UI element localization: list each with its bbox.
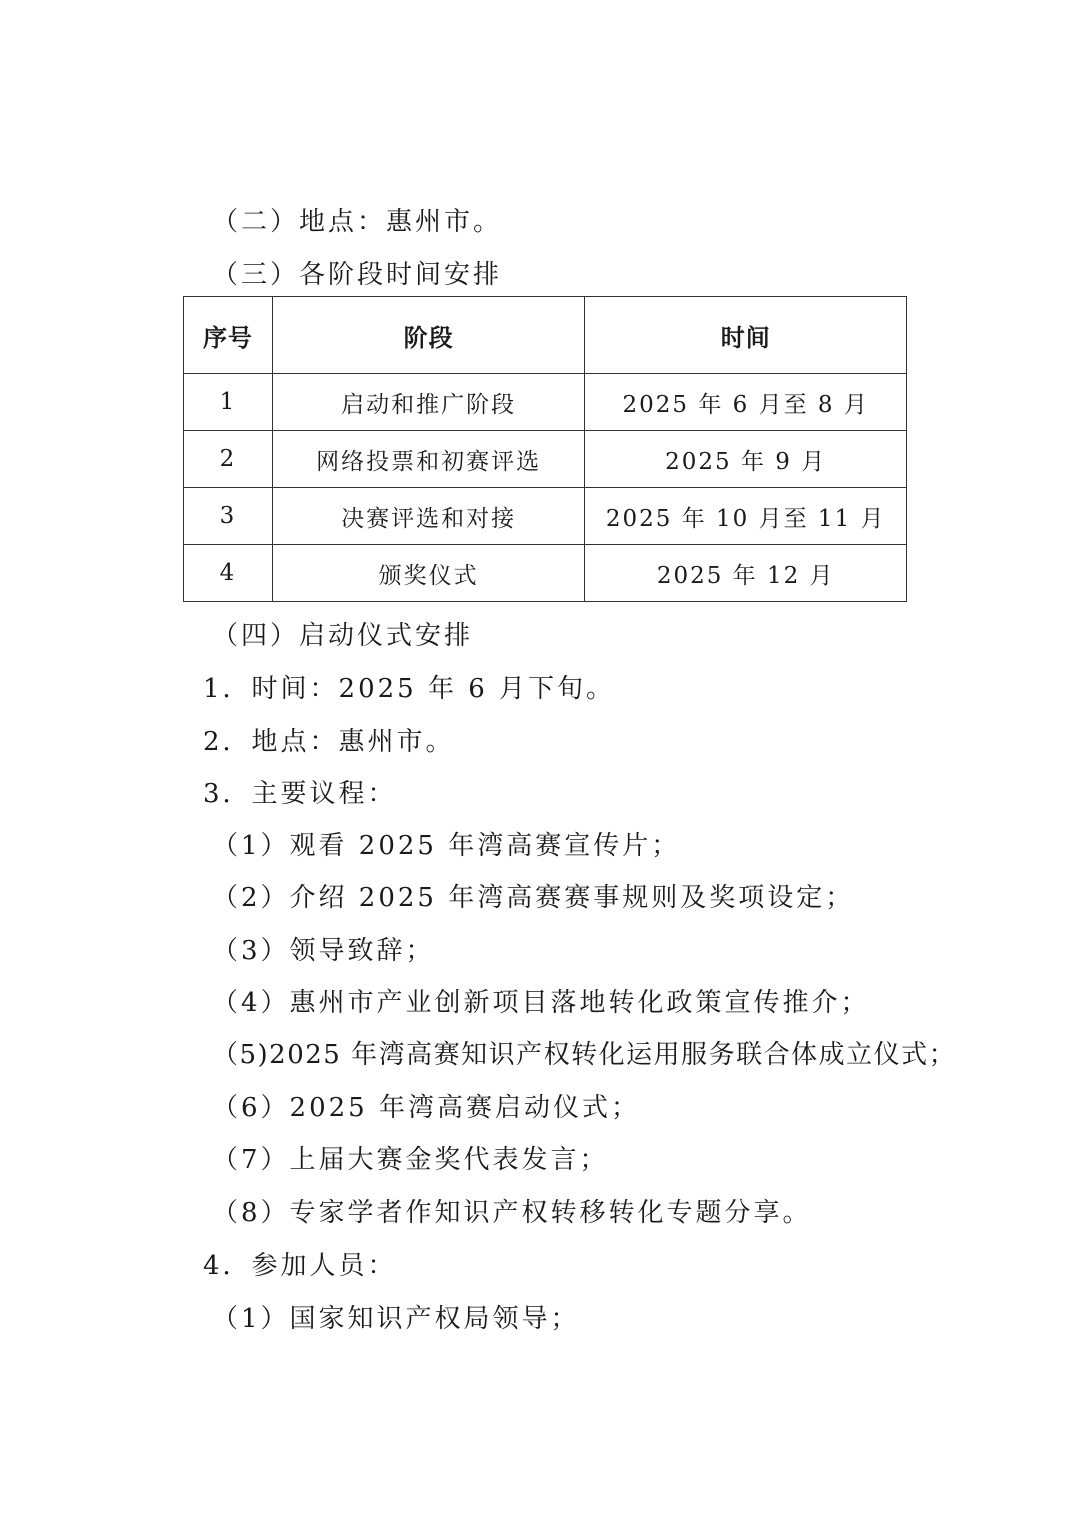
agenda-item: （8）专家学者作知识产权转移转化专题分享。 [212,1198,812,1228]
ceremony-location: 2．地点：惠州市。 [203,727,455,757]
cell-time: 2025 年 6 月至 8 月 [585,374,907,431]
participants-heading: 4．参加人员： [203,1251,397,1281]
schedule-table [183,296,907,602]
table-row [184,545,907,602]
cell-index: 2 [184,431,273,488]
location-heading: （二）地点：惠州市。 [212,207,503,237]
column-header-time: 时间 [585,297,907,374]
cell-stage: 颁奖仪式 [272,545,585,602]
ceremony-time: 1．时间：2025 年 6 月下旬。 [203,674,616,704]
cell-index: 3 [184,488,273,545]
participant-item: （1）国家知识产权局领导； [212,1304,580,1334]
cell-time: 2025 年 9 月 [585,431,907,488]
agenda-item: （3）领导致辞； [212,936,435,966]
cell-time: 2025 年 12 月 [585,545,907,602]
agenda-item: （7）上届大赛金奖代表发言； [212,1145,609,1175]
cell-stage: 启动和推广阶段 [272,374,585,431]
table-header-row [184,297,907,374]
agenda-item: （6）2025 年湾高赛启动仪式； [212,1093,640,1123]
table-row [184,374,907,431]
agenda-item: （1）观看 2025 年湾高赛宣传片； [212,831,681,861]
cell-time: 2025 年 10 月至 11 月 [585,488,907,545]
table-row [184,488,907,545]
column-header-stage: 阶段 [272,297,585,374]
agenda-item: （4）惠州市产业创新项目落地转化政策宣传推介； [212,988,870,1018]
schedule-heading: （三）各阶段时间安排 [212,260,503,290]
cell-index: 1 [184,374,273,431]
ceremony-agenda-heading: 3．主要议程： [203,779,397,809]
cell-index: 4 [184,545,273,602]
agenda-item: （2）介绍 2025 年湾高赛赛事规则及奖项设定； [212,883,855,913]
ceremony-heading: （四）启动仪式安排 [212,621,474,651]
agenda-item: （5)2025 年湾高赛知识产权转化运用服务联合体成立仪式； [212,1040,957,1070]
cell-stage: 网络投票和初赛评选 [272,431,585,488]
cell-stage: 决赛评选和对接 [272,488,585,545]
table-row [184,431,907,488]
column-header-index: 序号 [184,297,273,374]
